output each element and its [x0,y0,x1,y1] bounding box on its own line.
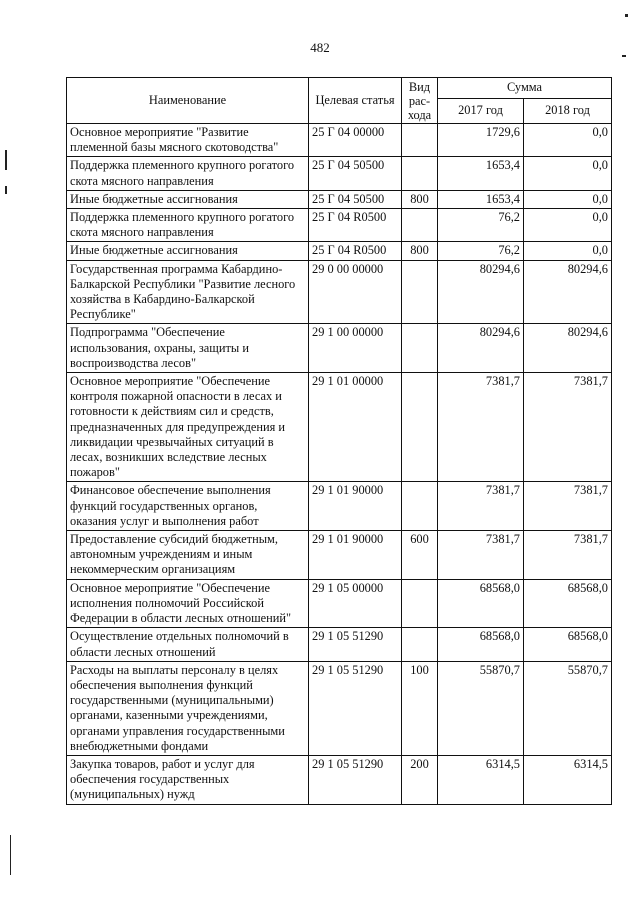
row-sum-2017: 1653,4 [438,157,524,190]
table-row [67,628,612,661]
row-sum-2017: 68568,0 [438,628,524,661]
table-row [67,531,612,580]
row-target-article: 25 Г 04 R0500 [309,209,402,242]
row-sum-2018: 7381,7 [524,373,612,482]
header-kind-line: хода [407,107,432,122]
row-name: Основное мероприятие "Обеспечение контроля пожарной опасности в лесах и готовности к действиям сил и средств, предназначенных для предупреждения и ликвидации чрезвычайных ситуаций в лесах, возникших вследствие лесных пожаров" [67,373,309,482]
row-name: Основное мероприятие "Обеспечение исполнения полномочий Российской Федерации в области лесных отношений" [67,579,309,628]
page-number: 482 [310,40,330,55]
row-sum-2017: 1729,6 [438,124,524,157]
table-row [67,260,612,324]
row-name: Основное мероприятие "Развитие племенной базы мясного скотоводства" [67,124,309,157]
row-name: Иные бюджетные ассигнования [67,190,309,208]
row-target-article: 29 1 05 51290 [309,661,402,755]
table-row [67,209,612,242]
row-target-article: 29 1 01 90000 [309,482,402,531]
table-row [67,190,612,208]
row-kind [402,628,438,661]
row-name: Поддержка племенного крупного рогатого скота мясного направления [67,157,309,190]
row-sum-2018: 7381,7 [524,482,612,531]
table-row [67,124,612,157]
row-target-article: 29 1 00 00000 [309,324,402,373]
budget-table [66,77,612,805]
row-sum-2017: 68568,0 [438,579,524,628]
row-kind [402,209,438,242]
table-row [67,242,612,260]
header-kind-line: рас- [408,93,431,108]
table-row [67,579,612,628]
row-target-article: 25 Г 04 50500 [309,190,402,208]
row-sum-2018: 80294,6 [524,324,612,373]
row-sum-2018: 7381,7 [524,531,612,580]
row-sum-2018: 68568,0 [524,579,612,628]
row-kind [402,579,438,628]
row-name: Расходы на выплаты персоналу в целях обеспечения выполнения функций государственными (муниципальными) органами, казенными учреждениями, органами управления государственными внебюджетными фондами [67,661,309,755]
header-year-2017: 2017 год [438,99,524,124]
row-sum-2018: 68568,0 [524,628,612,661]
header-name: Наименование [67,78,309,124]
row-kind: 100 [402,661,438,755]
row-sum-2017: 80294,6 [438,260,524,324]
row-target-article: 29 0 00 00000 [309,260,402,324]
row-sum-2017: 7381,7 [438,373,524,482]
row-sum-2018: 0,0 [524,242,612,260]
row-sum-2017: 55870,7 [438,661,524,755]
row-kind: 200 [402,755,438,804]
table-row [67,157,612,190]
row-sum-2017: 7381,7 [438,482,524,531]
row-target-article: 29 1 01 00000 [309,373,402,482]
table-row [67,482,612,531]
row-sum-2018: 0,0 [524,157,612,190]
row-target-article: 25 Г 04 50500 [309,157,402,190]
scan-mark-right-2 [622,55,626,57]
scan-mark-left [5,150,7,170]
row-sum-2018: 0,0 [524,124,612,157]
row-target-article: 29 1 01 90000 [309,531,402,580]
row-sum-2017: 80294,6 [438,324,524,373]
row-target-article: 29 1 05 51290 [309,755,402,804]
row-sum-2018: 80294,6 [524,260,612,324]
row-kind [402,373,438,482]
row-sum-2018: 55870,7 [524,661,612,755]
row-name: Подпрограмма "Обеспечение использования, охраны, защиты и воспроизводства лесов" [67,324,309,373]
header-kind [402,78,438,124]
row-name: Осуществление отдельных полномочий в области лесных отношений [67,628,309,661]
header-target-article: Целевая статья [309,78,402,124]
row-kind [402,324,438,373]
row-kind [402,260,438,324]
row-name: Государственная программа Кабардино-Балкарской Республики "Развитие лесного хозяйства в Кабардино-Балкарской Республике" [67,260,309,324]
header-sum: Сумма [438,78,612,99]
row-kind: 600 [402,531,438,580]
row-sum-2017: 76,2 [438,242,524,260]
row-target-article: 29 1 05 51290 [309,628,402,661]
table-body [67,124,612,805]
row-name: Финансовое обеспечение выполнения функций государственных органов, оказания услуг и выполнения работ [67,482,309,531]
table-row [67,373,612,482]
row-kind: 800 [402,242,438,260]
row-target-article: 25 Г 04 R0500 [309,242,402,260]
row-name: Поддержка племенного крупного рогатого скота мясного направления [67,209,309,242]
row-sum-2017: 1653,4 [438,190,524,208]
row-sum-2017: 76,2 [438,209,524,242]
row-kind: 800 [402,190,438,208]
header-kind-line: Вид [408,79,431,94]
row-target-article: 29 1 05 00000 [309,579,402,628]
row-sum-2017: 7381,7 [438,531,524,580]
row-kind [402,157,438,190]
header-year-2018: 2018 год [524,99,612,124]
table-row [67,661,612,755]
scan-mark-left-2 [5,186,7,194]
scan-mark-right [625,14,628,17]
row-name: Иные бюджетные ассигнования [67,242,309,260]
table-row [67,324,612,373]
row-target-article: 25 Г 04 00000 [309,124,402,157]
scan-mark-bottom-left [10,835,11,875]
row-kind [402,124,438,157]
row-kind [402,482,438,531]
row-sum-2018: 0,0 [524,209,612,242]
row-sum-2017: 6314,5 [438,755,524,804]
row-name: Закупка товаров, работ и услуг для обеспечения государственных (муниципальных) нужд [67,755,309,804]
row-sum-2018: 0,0 [524,190,612,208]
row-sum-2018: 6314,5 [524,755,612,804]
row-name: Предоставление субсидий бюджетным, автономным учреждениям и иным некоммерческим организациям [67,531,309,580]
table-row [67,755,612,804]
